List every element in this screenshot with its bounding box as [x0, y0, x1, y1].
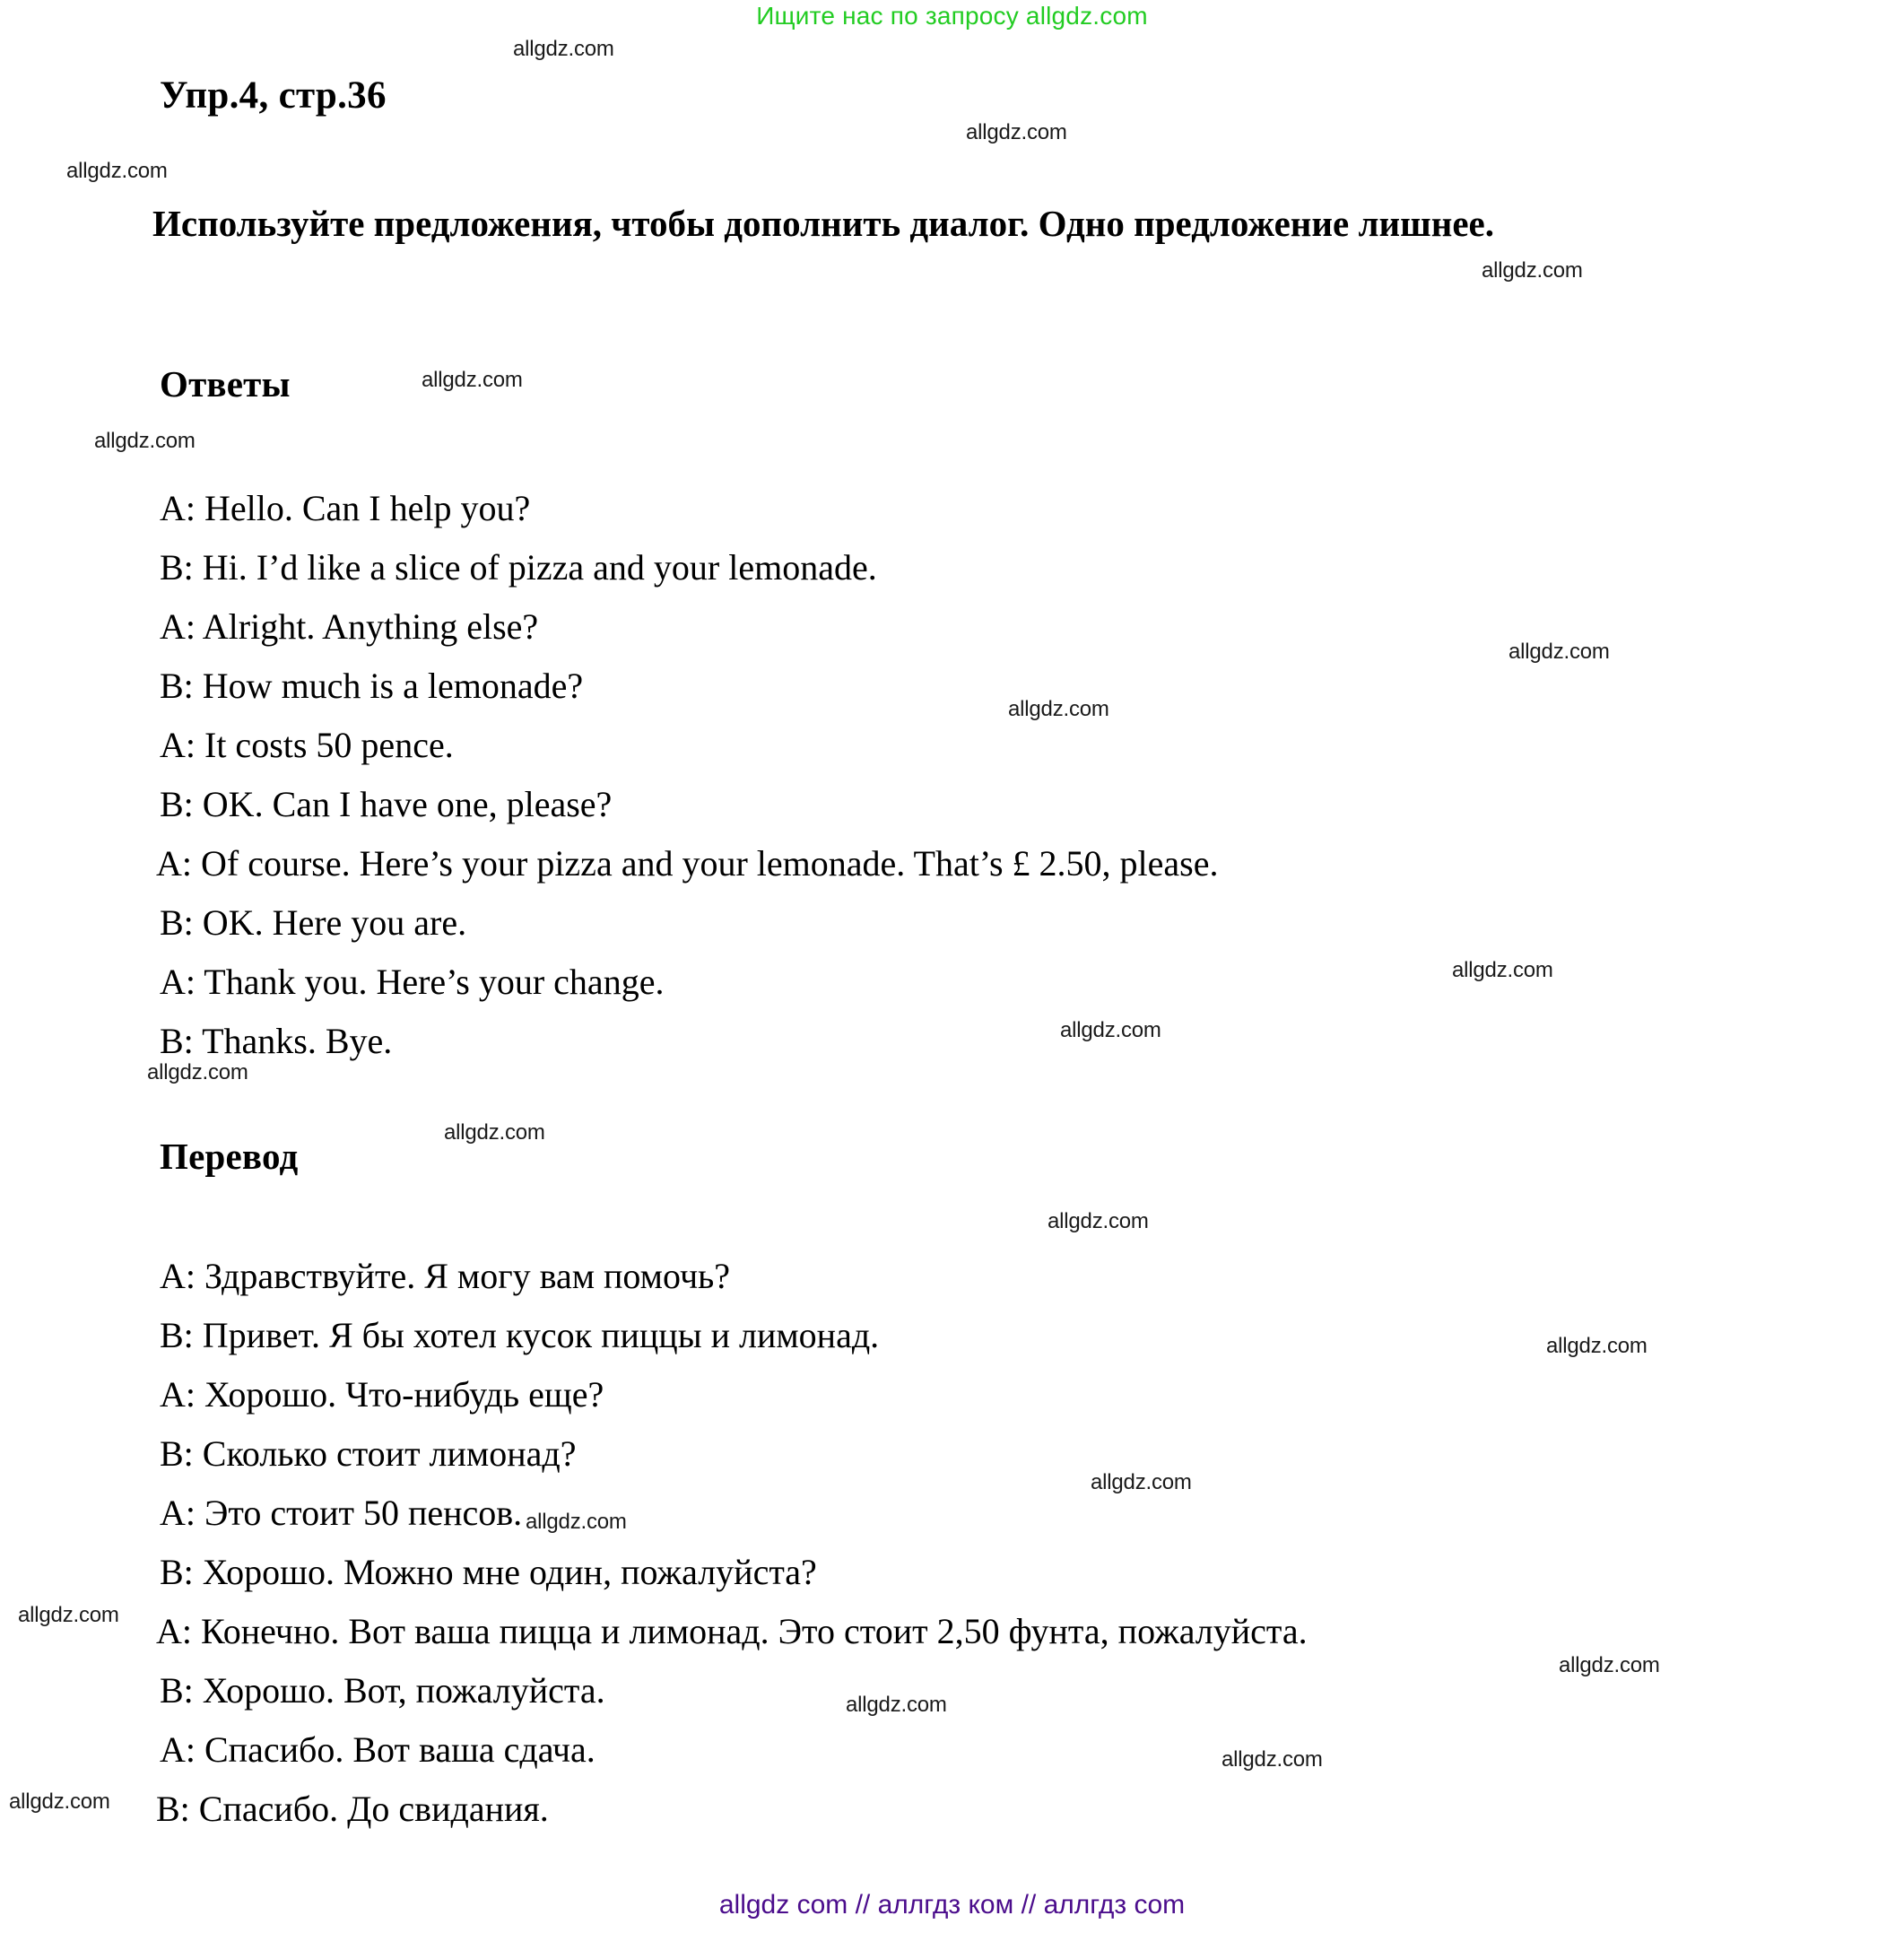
task-instruction: Используйте предложения, чтобы дополнить диалог. Одно предложение лишнее.	[152, 203, 1494, 244]
watermark: allgdz.com	[66, 159, 168, 183]
dialog-line: B: Спасибо. До свидания.	[156, 1789, 549, 1829]
watermark: allgdz.com	[1452, 958, 1553, 982]
dialog-line: B: OK. Here you are.	[160, 902, 467, 943]
dialog-line: A: Of course. Here’s your pizza and your lemonade. That’s £ 2.50, please.	[156, 843, 1219, 884]
promo-banner: Ищите нас по запросу allgdz.com	[756, 2, 1148, 30]
dialog-line: B: Сколько стоит лимонад?	[160, 1433, 577, 1474]
watermark: allgdz.com	[966, 120, 1067, 144]
dialog-line: A: Это стоит 50 пенсов.	[160, 1493, 523, 1533]
dialog-line: A: Здравствуйте. Я могу вам помочь?	[160, 1256, 731, 1296]
watermark: allgdz.com	[1559, 1653, 1660, 1677]
dialog-line: A: Спасибо. Вот ваша сдача.	[160, 1729, 596, 1770]
translation-dialog	[156, 1247, 1308, 1839]
dialog-line: B: How much is a lemonade?	[160, 666, 584, 706]
dialog-line: A: Hello. Can I help you?	[160, 488, 531, 528]
watermark: allgdz.com	[1508, 640, 1610, 664]
watermark: allgdz.com	[444, 1120, 545, 1145]
watermark: allgdz.com	[1008, 697, 1109, 721]
watermark: allgdz.com	[422, 368, 523, 392]
watermark: allgdz.com	[1048, 1209, 1149, 1233]
dialog-line: B: Привет. Я бы хотел кусок пиццы и лимонад.	[160, 1315, 880, 1355]
answers-dialog	[156, 479, 1219, 1071]
footer-branding: allgdz com // аллгдз ком // аллгдз com	[718, 1890, 1186, 1920]
watermark: allgdz.com	[1546, 1334, 1648, 1358]
watermark: allgdz.com	[94, 429, 196, 453]
dialog-line: B: Thanks. Bye.	[160, 1021, 393, 1061]
watermark: allgdz.com	[18, 1603, 119, 1627]
watermark: allgdz.com	[846, 1693, 947, 1717]
dialog-line: B: Hi. I’d like a slice of pizza and your lemonade.	[160, 547, 877, 588]
dialog-line: A: Конечно. Вот ваша пицца и лимонад. Это стоит 2,50 фунта, пожалуйста.	[156, 1611, 1308, 1651]
watermark: allgdz.com	[513, 37, 614, 61]
dialog-line: B: Хорошо. Вот, пожалуйста.	[160, 1670, 605, 1711]
watermark: allgdz.com	[9, 1789, 110, 1814]
watermark: allgdz.com	[1091, 1470, 1192, 1494]
watermark: allgdz.com	[147, 1060, 248, 1084]
watermark: allgdz.com	[526, 1510, 627, 1534]
watermark: allgdz.com	[1482, 258, 1583, 283]
exercise-title: Упр.4, стр.36	[160, 74, 387, 117]
translation-heading: Перевод	[160, 1136, 299, 1177]
dialog-line: B: Хорошо. Можно мне один, пожалуйста?	[160, 1552, 817, 1592]
dialog-line: A: It costs 50 pence.	[160, 725, 454, 765]
watermark: allgdz.com	[1060, 1018, 1161, 1042]
dialog-line: B: OK. Can I have one, please?	[160, 784, 613, 824]
dialog-line: A: Alright. Anything else?	[160, 606, 539, 647]
watermark: allgdz.com	[1222, 1747, 1323, 1772]
dialog-line: A: Хорошо. Что-нибудь еще?	[160, 1374, 604, 1415]
answers-heading: Ответы	[160, 363, 291, 405]
dialog-line: A: Thank you. Here’s your change.	[160, 962, 665, 1002]
